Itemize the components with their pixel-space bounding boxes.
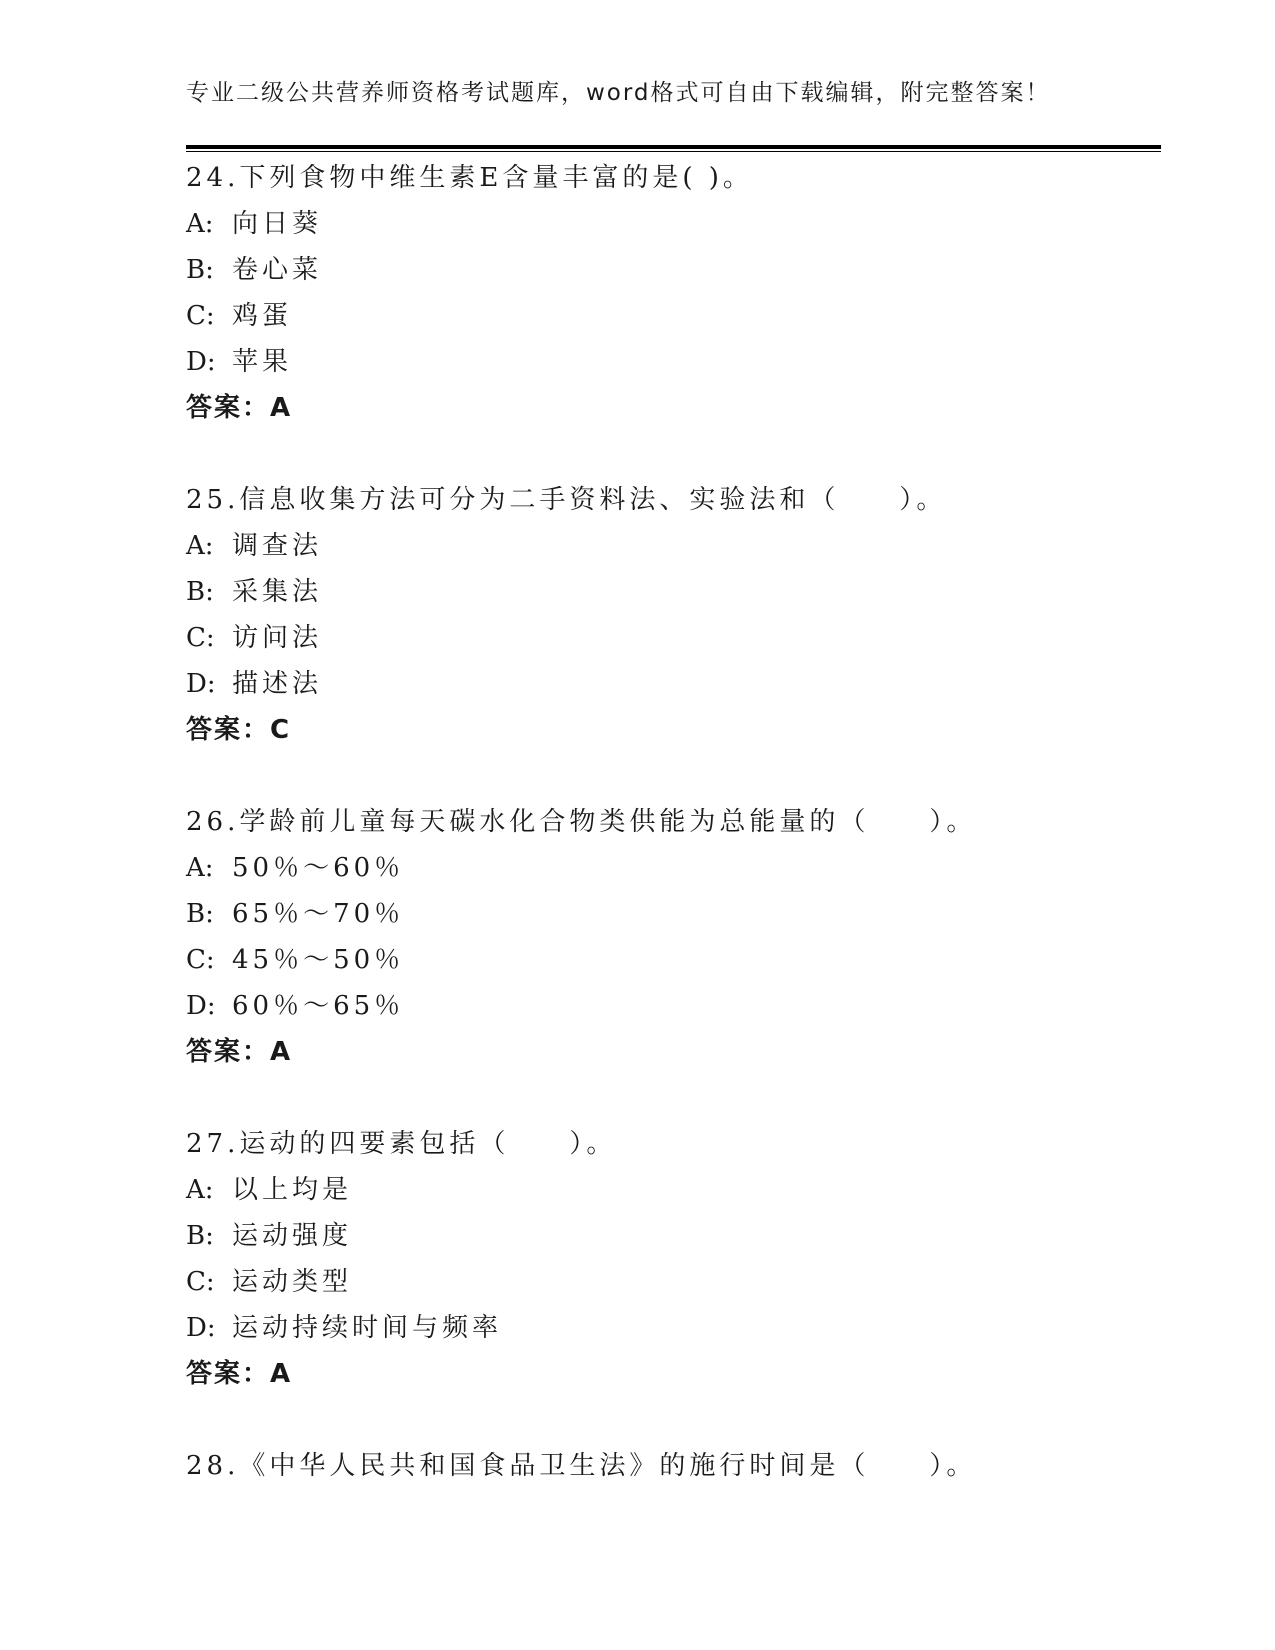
option-c: [186, 615, 1166, 661]
question-stem: 25.信息收集方法可分为二手资料法、实验法和（ ）。: [186, 485, 947, 515]
option-text: 以上均是: [232, 1175, 353, 1205]
option-text: 调查法: [232, 531, 323, 561]
option-c: [186, 937, 1166, 983]
question-26: [186, 799, 1166, 1075]
option-c: [186, 293, 1166, 339]
option-letter: B:: [186, 899, 214, 929]
answer-line: 答案：A: [186, 1359, 293, 1389]
option-letter: B:: [186, 577, 214, 607]
answer-line: 答案：A: [186, 1037, 293, 1067]
option-d: [186, 339, 1166, 385]
option-text: 卷心菜: [232, 255, 323, 285]
option-text: 苹果: [232, 347, 293, 377]
option-a: [186, 845, 1166, 891]
page-header: 专业二级公共营养师资格考试题库，word格式可自由下载编辑，附完整答案！: [186, 80, 1051, 106]
option-text: 运动强度: [232, 1221, 353, 1251]
option-text: 60％～65％: [232, 991, 405, 1021]
option-a: [186, 523, 1166, 569]
option-letter: D:: [186, 1313, 216, 1343]
header-rule-thin: [186, 151, 1161, 152]
header-rule-thick: [186, 145, 1161, 149]
question-stem: 27.运动的四要素包括（ ）。: [186, 1129, 617, 1159]
option-text: 向日葵: [232, 209, 323, 239]
question-25: [186, 477, 1166, 753]
option-text: 鸡蛋: [232, 301, 293, 331]
option-letter: D:: [186, 347, 216, 377]
option-d: [186, 1305, 1166, 1351]
option-letter: C:: [186, 945, 215, 975]
option-letter: B:: [186, 255, 214, 285]
question-24: [186, 155, 1166, 431]
option-text: 50％～60％: [232, 853, 405, 883]
option-letter: C:: [186, 623, 215, 653]
question-stem: 28.《中华人民共和国食品卫生法》的施行时间是（ ）。: [186, 1451, 977, 1481]
option-letter: C:: [186, 1267, 215, 1297]
option-letter: D:: [186, 991, 216, 1021]
option-text: 访问法: [232, 623, 323, 653]
option-text: 采集法: [232, 577, 323, 607]
option-c: [186, 1259, 1166, 1305]
option-text: 45％～50％: [232, 945, 405, 975]
option-letter: B:: [186, 1221, 214, 1251]
option-letter: D:: [186, 669, 216, 699]
option-d: [186, 661, 1166, 707]
option-b: [186, 569, 1166, 615]
option-b: [186, 247, 1166, 293]
option-b: [186, 891, 1166, 937]
answer-line: 答案：A: [186, 393, 293, 423]
option-b: [186, 1213, 1166, 1259]
option-letter: C:: [186, 301, 215, 331]
option-letter: A:: [186, 1175, 214, 1205]
question-27: [186, 1121, 1166, 1397]
option-text: 65％～70％: [232, 899, 405, 929]
option-text: 运动类型: [232, 1267, 353, 1297]
answer-line: 答案：C: [186, 715, 292, 745]
option-letter: A:: [186, 853, 214, 883]
option-d: [186, 983, 1166, 1029]
option-a: [186, 1167, 1166, 1213]
option-letter: A:: [186, 531, 214, 561]
question-stem: 24.下列食物中维生素E含量丰富的是( )。: [186, 163, 753, 193]
question-28: [186, 1443, 1166, 1489]
question-stem: 26.学龄前儿童每天碳水化合物类供能为总能量的（ ）。: [186, 807, 977, 837]
option-text: 描述法: [232, 669, 323, 699]
option-text: 运动持续时间与频率: [232, 1313, 503, 1343]
option-a: [186, 201, 1166, 247]
option-letter: A:: [186, 209, 214, 239]
